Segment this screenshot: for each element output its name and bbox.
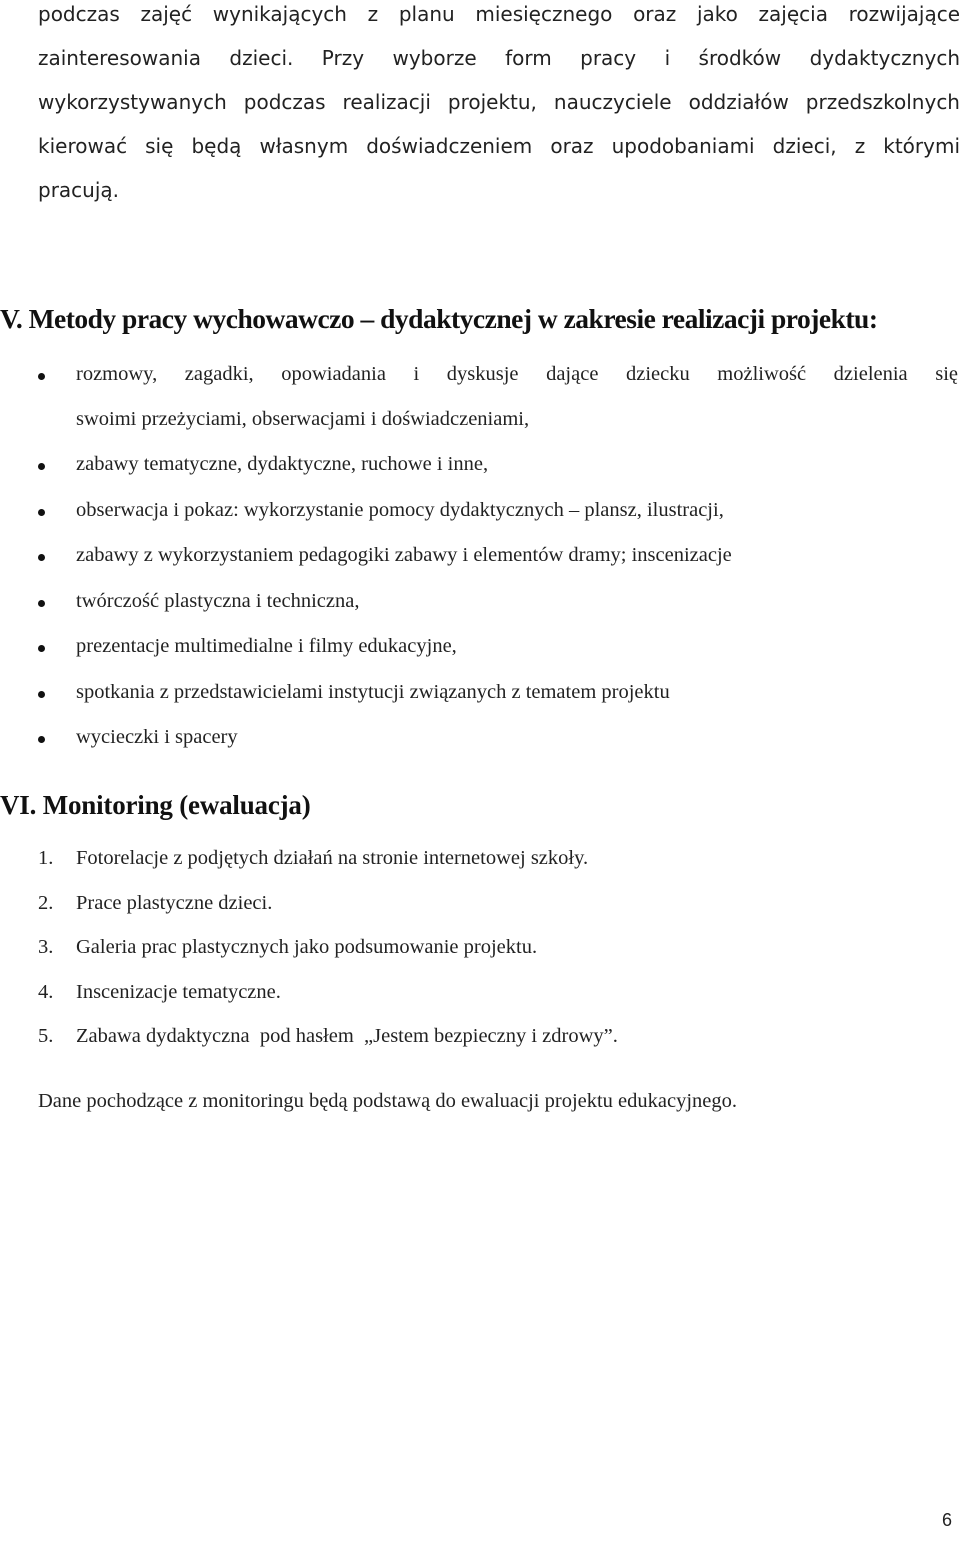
item-number: 5.	[38, 1025, 54, 1047]
section-vi-heading: VI. Monitoring (ewaluacja)	[0, 790, 311, 820]
bullet-icon	[38, 736, 45, 743]
closing-paragraph: Dane pochodzące z monitoringu będą podstawą do ewaluacji projektu edukacyjnego.	[38, 1090, 738, 1112]
intro-paragraph	[38, 0, 960, 220]
intro-line: wykorzystywanych podczas realizacji projektu, nauczyciele oddziałów przedszkolnych	[38, 90, 960, 114]
list-item-text: zabawy z wykorzystaniem pedagogiki zabawy i elementów dramy; inscenizacje	[76, 544, 732, 566]
list-item-text: rozmowy, zagadki, opowiadania i dyskusje dające dziecku możliwość dzielenia się	[76, 363, 958, 385]
intro-line: kierować się będą własnym doświadczeniem oraz upodobaniami dzieci, z którymi	[38, 134, 960, 158]
section-v-heading: V. Metody pracy wychowawczo – dydaktycznej w zakresie realizacji projektu:	[0, 303, 878, 334]
bullet-icon	[38, 600, 45, 607]
list-item-text: twórczość plastyczna i techniczna,	[76, 590, 360, 612]
bullet-icon	[38, 463, 45, 470]
item-number: 3.	[38, 936, 54, 958]
item-text: Prace plastyczne dzieci.	[76, 892, 273, 914]
bullet-icon	[38, 691, 45, 698]
item-number: 4.	[38, 981, 54, 1003]
item-number: 1.	[38, 847, 54, 869]
bullet-icon	[38, 554, 45, 561]
list-item-text: zabawy tematyczne, dydaktyczne, ruchowe i inne,	[76, 453, 489, 475]
item-number: 2.	[38, 892, 54, 914]
list-item-text: spotkania z przedstawicielami instytucji związanych z tematem projektu	[76, 681, 670, 703]
intro-line: zainteresowania dzieci. Przy wyborze form pracy i środków dydaktycznych	[38, 46, 960, 70]
list-item-text: swoimi przeżyciami, obserwacjami i doświadczeniami,	[76, 408, 530, 430]
bullet-icon	[38, 509, 45, 516]
bullet-icon	[38, 373, 45, 380]
item-text: Galeria prac plastycznych jako podsumowanie projektu.	[76, 936, 538, 958]
list-item-text: obserwacja i pokaz: wykorzystanie pomocy dydaktycznych – plansz, ilustracji,	[76, 499, 724, 521]
intro-line: podczas zajęć wynikających z planu miesięcznego oraz jako zajęcia rozwijające	[38, 2, 960, 26]
list-item-text: prezentacje multimedialne i filmy edukacyjne,	[76, 635, 457, 657]
list-item-text: wycieczki i spacery	[76, 726, 238, 748]
page-number: 6	[941, 1510, 952, 1530]
item-text: Zabawa dydaktyczna pod hasłem „Jestem bezpieczny i zdrowy”.	[76, 1025, 618, 1047]
intro-line: pracują.	[38, 178, 120, 202]
item-text: Fotorelacje z podjętych działań na stronie internetowej szkoły.	[76, 847, 589, 869]
bullet-icon	[38, 645, 45, 652]
item-text: Inscenizacje tematyczne.	[76, 981, 281, 1003]
